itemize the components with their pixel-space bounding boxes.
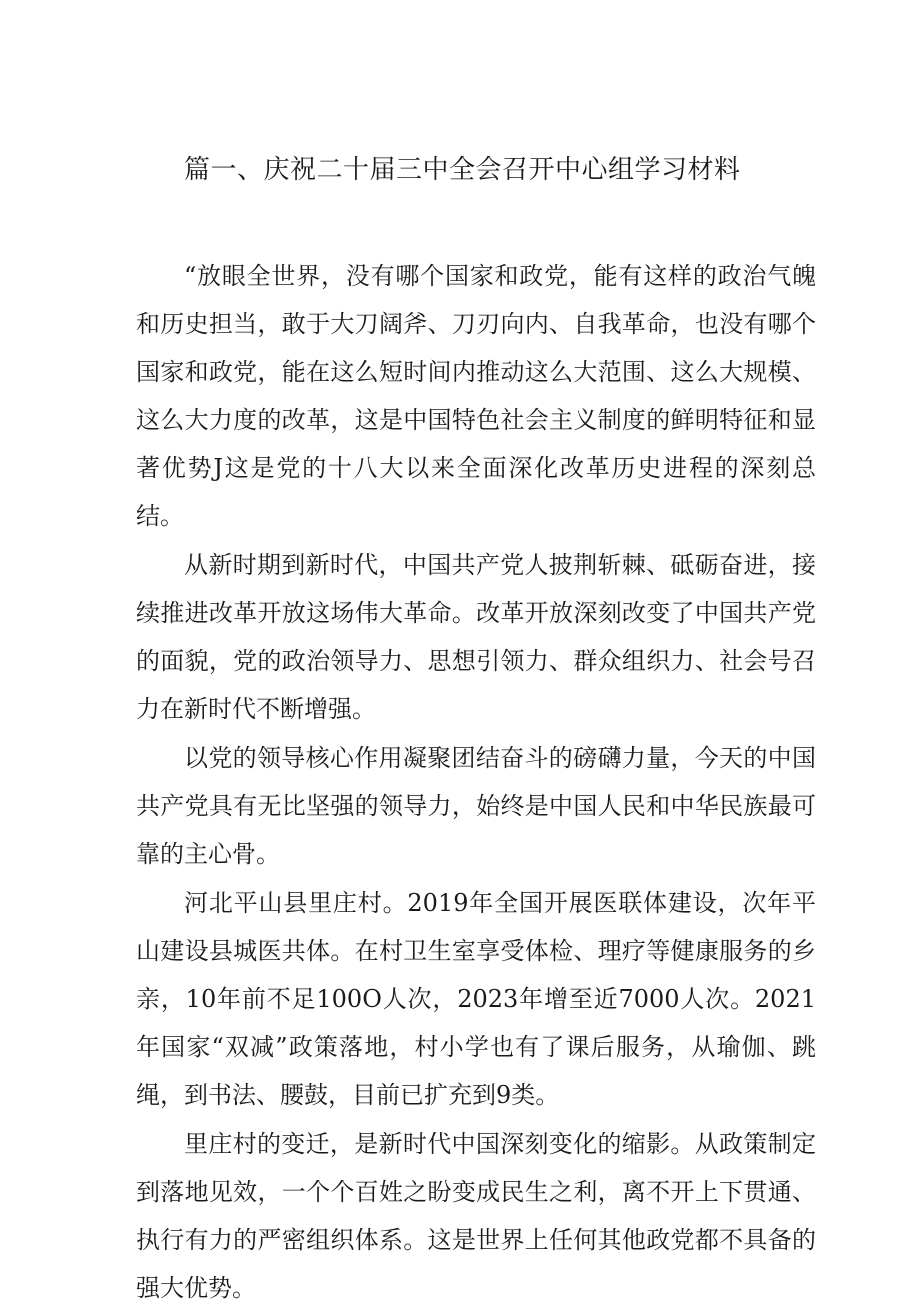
- paragraph-1: “放眼全世界，没有哪个国家和政党，能有这样的政治气魄和历史担当，敢于大刀阔斧、刀刃向内、自我革命，也没有哪个国家和政党，能在这么短时间内推动这么大范围、这么大规模、这么大力度的改革，这是中国特色社会主义制度的鲜明特征和显著优势J这是党的十八大以来全面深化改革历史进程的深刻总结。: [136, 262, 816, 530]
- document-body: [136, 252, 816, 1312]
- paragraph-4: 河北平山县里庄村。2019年全国开展医联体建设，次年平山建设县城医共体。在村卫生室享受体检、理疗等健康服务的乡亲，10年前不足100O人次，2023年增至近7000人次。2021年国家“双减”政策落地，村小学也有了课后服务，从瑜伽、跳绳，到书法、腰鼓，目前已扩充到9类。: [136, 889, 816, 1109]
- paragraph-3: 以党的领导核心作用凝聚团结奋斗的磅礴力量，今天的中国共产党具有无比坚强的领导力，始终是中国人民和中华民族最可靠的主心骨。: [136, 744, 816, 868]
- document-title: 篇一、庆祝二十届三中全会召开中心组学习材料: [184, 155, 741, 185]
- paragraph-2: 从新时期到新时代，中国共产党人披荆斩棘、砥砺奋进，接续推进改革开放这场伟大革命。改革开放深刻改变了中国共产党的面貌，党的政治领导力、思想引领力、群众组织力、社会号召力在新时代不断增强。: [136, 551, 816, 723]
- paragraph-5: 里庄村的变迁，是新时代中国深刻变化的缩影。从政策制定到落地见效，一个个百姓之盼变成民生之利，离不开上下贯通、执行有力的严密组织体系。这是世界上任何其他政党都不具备的强大优势。: [136, 1130, 816, 1302]
